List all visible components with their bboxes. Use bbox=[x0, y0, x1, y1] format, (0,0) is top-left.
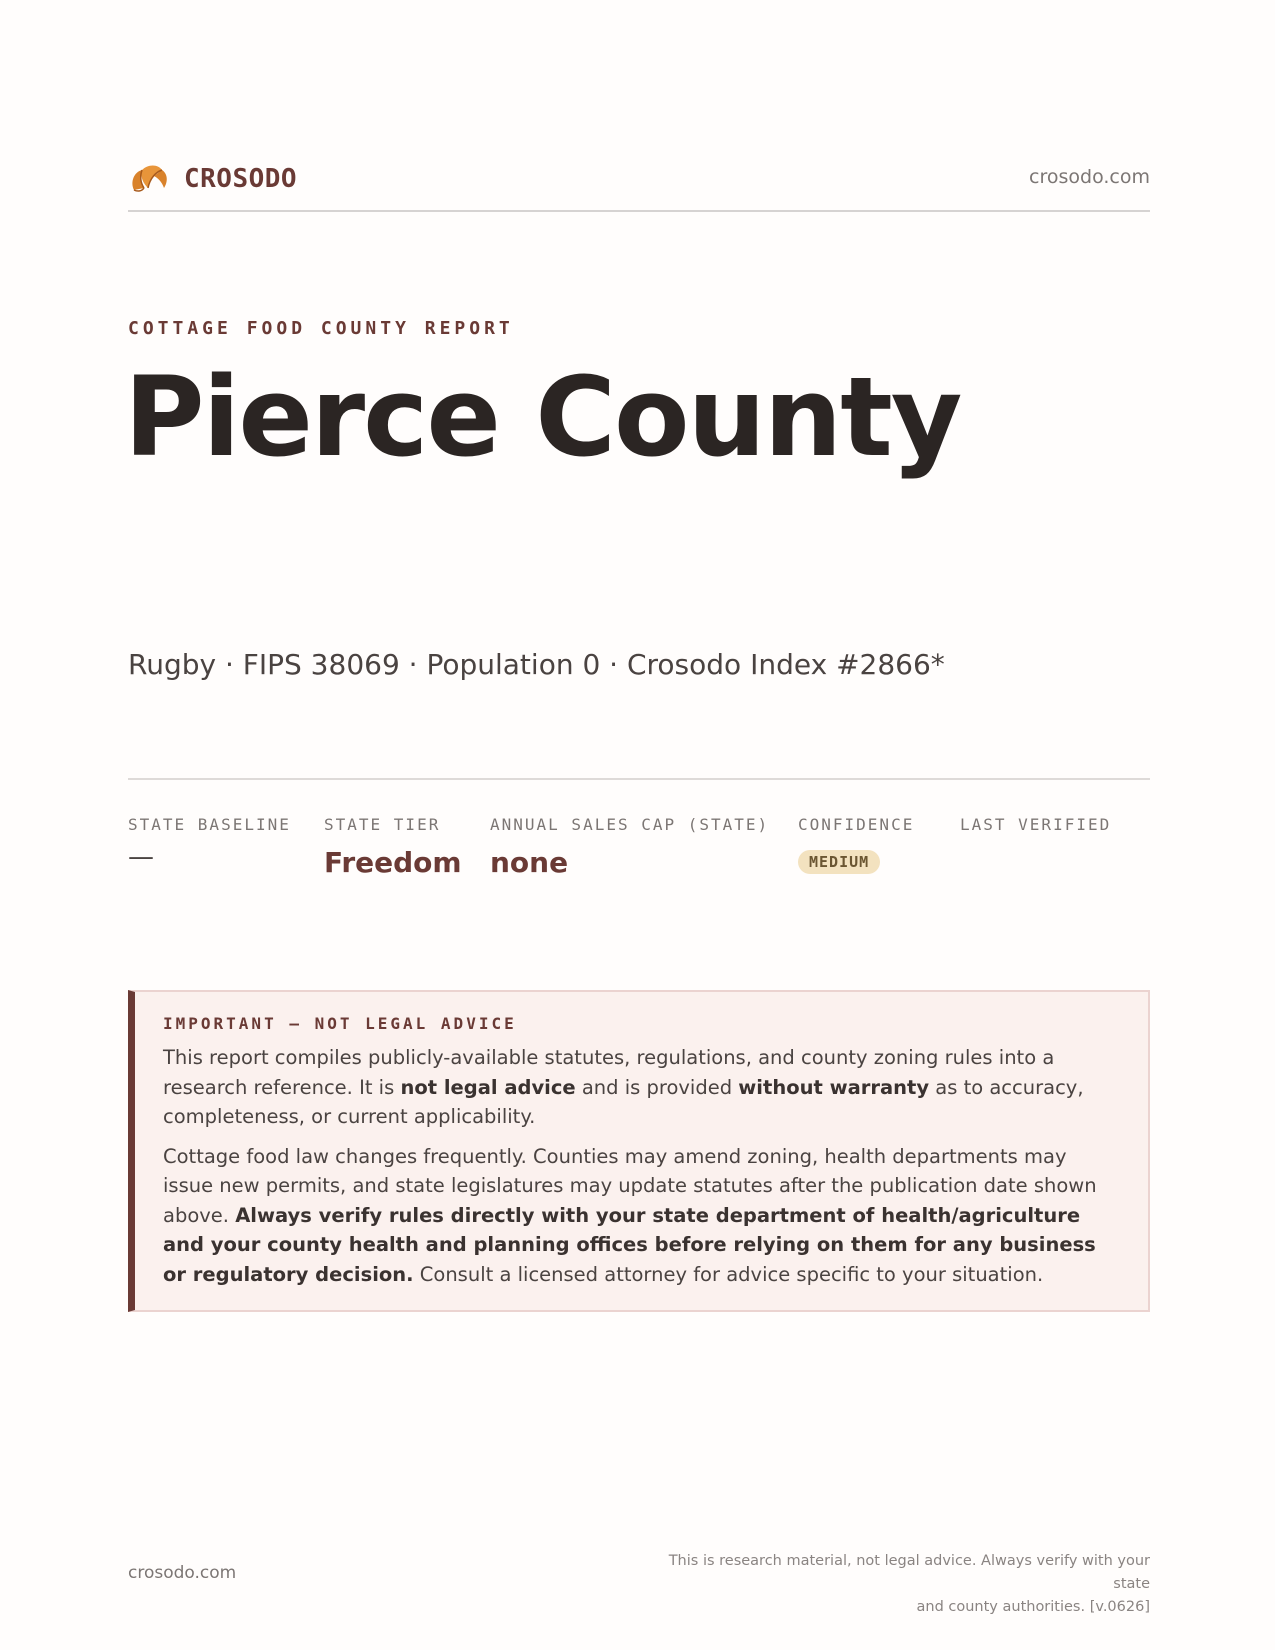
meta-value: Freedom bbox=[324, 846, 462, 879]
meta-label: STATE TIER bbox=[324, 815, 441, 834]
legal-notice bbox=[128, 990, 1150, 1312]
page-header bbox=[128, 160, 1150, 212]
croissant-icon bbox=[128, 160, 170, 198]
notice-emphasis: Always verify rules directly with your state department of health/agriculture and your county health and planning offices before relying on them for any business or regulatory decision. bbox=[163, 1203, 1096, 1286]
meta-sales-cap bbox=[490, 815, 769, 879]
notice-text: Consult a licensed attorney for advice specific to your situation. bbox=[413, 1262, 1044, 1286]
meta-value: — bbox=[128, 842, 154, 872]
meta-label: ANNUAL SALES CAP (STATE) bbox=[490, 815, 770, 834]
meta-label: LAST VERIFIED bbox=[960, 815, 1112, 834]
meta-state-baseline bbox=[128, 815, 291, 872]
meta-value: none bbox=[490, 846, 569, 879]
header-site-link[interactable]: crosodo.com bbox=[1029, 166, 1150, 188]
meta-label: STATE BASELINE bbox=[128, 815, 291, 834]
page-title: Pierce County bbox=[124, 353, 961, 481]
meta-state-tier bbox=[324, 815, 462, 879]
notice-emphasis: not legal advice bbox=[400, 1075, 576, 1099]
brand-name: CROSODO bbox=[184, 164, 298, 194]
notice-text: as to accuracy, completeness, or current applicability. bbox=[163, 1075, 1084, 1128]
footer-disclaimer bbox=[630, 1550, 1150, 1619]
notice-heading: IMPORTANT — NOT LEGAL ADVICE bbox=[163, 1014, 517, 1033]
meta-label: CONFIDENCE bbox=[798, 815, 915, 834]
meta-last-verified bbox=[960, 815, 1111, 846]
notice-text: This report compiles publicly-available statutes, regulations, and county zoning rules into a research reference. It is bbox=[163, 1046, 1055, 1099]
brand[interactable] bbox=[128, 160, 297, 198]
notice-text: Cottage food law changes frequently. Counties may amend zoning, health departments may issue new permits, and state legislatures may update statutes after the publication date shown above. bbox=[163, 1144, 1097, 1227]
meta-row bbox=[128, 815, 1150, 895]
notice-paragraph-1 bbox=[163, 1043, 1122, 1132]
report-page bbox=[124, 0, 1150, 1650]
report-eyebrow: COTTAGE FOOD COUNTY REPORT bbox=[128, 318, 514, 339]
confidence-badge: MEDIUM bbox=[798, 850, 880, 874]
footer-site-link[interactable]: crosodo.com bbox=[128, 1563, 237, 1583]
meta-confidence bbox=[798, 815, 914, 874]
notice-emphasis: without warranty bbox=[738, 1075, 930, 1099]
notice-text: and is provided bbox=[575, 1075, 739, 1099]
county-summary-line: Rugby · FIPS 38069 · Population 0 · Crosodo Index #2866* bbox=[128, 648, 945, 681]
footer-disclaimer-line: This is research material, not legal advice. Always verify with your state bbox=[668, 1553, 1150, 1592]
footer-disclaimer-line: and county authorities. [v.0626] bbox=[916, 1599, 1150, 1615]
divider bbox=[128, 778, 1150, 780]
notice-paragraph-2 bbox=[163, 1142, 1122, 1290]
